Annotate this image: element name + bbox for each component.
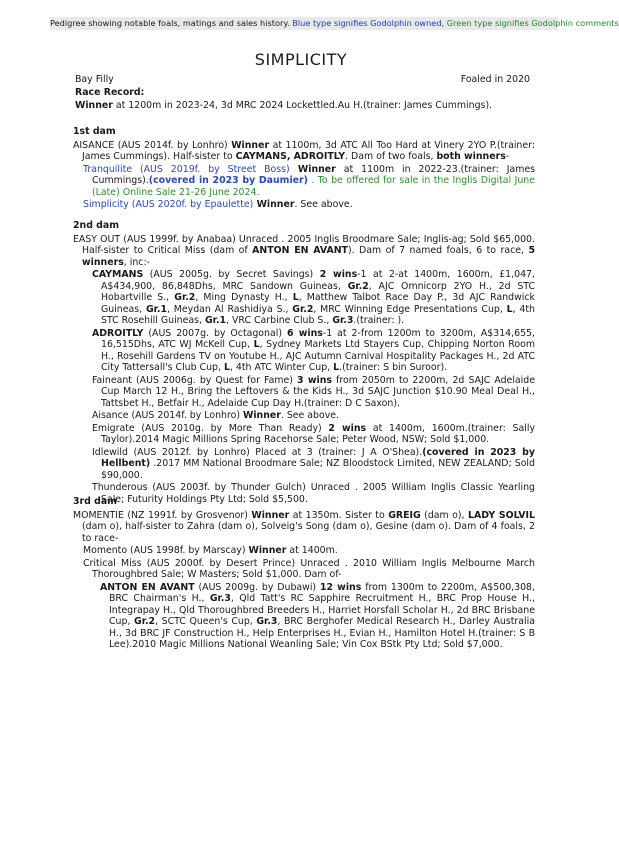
text-run: Winner bbox=[253, 199, 295, 210]
legend-banner bbox=[50, 17, 619, 30]
text-run: at 1100m in 2022-23.(trainer: James Cummings). bbox=[92, 163, 536, 186]
text-run: Winner bbox=[251, 509, 290, 521]
text-run: LADY SOLVIL bbox=[467, 509, 535, 521]
text-run: both winners bbox=[436, 151, 506, 162]
text-run: 5 winners bbox=[82, 245, 535, 268]
text-run: Winner bbox=[231, 139, 270, 151]
dam-entry-momentie bbox=[73, 510, 535, 545]
text-run: -1 at 2-at 1400m, 1600m, £1,047, A$434,900, 86,848Dhs, MRC Sandown Guineas, bbox=[101, 269, 535, 292]
text-run: Gr.2 bbox=[347, 280, 369, 292]
text-run: Critical Miss (AUS 2000f. by Desert Prince) Unraced . 2010 William Inglis Melbourne March Thoroughbred Sale; W Masters; Sold $1,000. Dam of- bbox=[83, 557, 535, 580]
third-dam-section bbox=[73, 496, 535, 651]
text-run: Gr.1 bbox=[204, 315, 227, 326]
text-run: Gr.3 bbox=[332, 315, 354, 326]
foal-entry-faineant bbox=[73, 375, 535, 410]
text-run: 2 wins bbox=[328, 422, 367, 434]
second-dam-heading: 2nd dam bbox=[73, 220, 119, 231]
text-run: .(trainer: ). bbox=[353, 315, 405, 326]
foal-entry-momento bbox=[73, 545, 535, 557]
text-run: 3 wins bbox=[296, 374, 332, 386]
text-run: Gr.2 bbox=[174, 292, 196, 303]
text-run: ANTON EN AVANT bbox=[100, 581, 195, 593]
foal-entry-simplicity bbox=[73, 199, 535, 211]
text-run: .(trainer: S bin Suroor). bbox=[339, 362, 448, 373]
text-run: , AJC Omnicorp 2YO H., 2d STC Hobartville S., bbox=[101, 280, 535, 303]
text-run: . Dam of two foals, bbox=[345, 151, 437, 162]
text-run: at 1400m. bbox=[286, 545, 338, 556]
text-run: from 2050m to 2200m, 2d SAJC Adelaide Cup March 12 H., Bring the Leftovers & the Kids H., 3d SAJC Junction $10.90 Meal Deal H., Tattsbet H., Betfair H., Adelaide Cup Day H.(trainer: D C Saxon). bbox=[101, 374, 535, 409]
text-run: , BRC Berghofer Medical Research H., Darley Australia H., 3d BRC JF Construction H., Help Enterprises H., Evian H., Hamilton Hotel H.(trainer: S B Lee).2010 Magic Millions National Weanling Sale; Vin Cox BStk Pty Ltd; Sold $7,000. bbox=[109, 616, 535, 650]
foaled-year: Foaled in 2020 bbox=[460, 74, 530, 85]
text-run: Gr.2 bbox=[134, 616, 156, 627]
text-run: , Qld Tatt's RC Sapphire Recruitment H., BRC Prop House H., Integrapay H., Qld Thoroughbred Breeders H., Harriet Horsfall Scholar H., 2d BRC Brisbane Cup, bbox=[109, 593, 535, 627]
foal-entry-caymans bbox=[73, 269, 535, 327]
foal-entry-idlewild bbox=[73, 447, 535, 482]
text-run: Aisance (AUS 2014f. by Lonhro) bbox=[92, 410, 243, 421]
text-run: Winner bbox=[248, 545, 287, 556]
third-dam-heading: 3rd dam bbox=[73, 496, 117, 507]
text-run: ANTON EN AVANT bbox=[252, 245, 348, 256]
text-run: , VRC Carbine Club S., bbox=[226, 315, 333, 326]
text-run: (dam o), half-sister to Zahra (dam o), Solveig's Song (dam o), Gesine (dam o). Dam of 4 foals, 2 to race- bbox=[82, 521, 535, 544]
text-run: (AUS 1999f. by Anabaa) Unraced . 2005 Inglis Broodmare Sale; Inglis-ag; Sold $65,000. Half-sister to Critical Miss (dam of bbox=[82, 233, 535, 256]
text-run: Gr.3 bbox=[256, 616, 278, 627]
text-run: from 1300m to 2200m, A$500,308, BRC Chairman's H., bbox=[109, 581, 536, 604]
second-dam-section bbox=[73, 220, 535, 505]
text-run: Gr.1 bbox=[145, 303, 168, 315]
text-run: at 1400m, 1600m.(trainer: Sally Taylor).2014 Magic Millions Spring Racehorse Sale; Peter Wood, NSW; Sold $1,000. bbox=[101, 422, 535, 445]
text-run: CAYMANS, ADROITLY bbox=[235, 151, 346, 162]
text-run: at 1350m. Sister to bbox=[289, 509, 389, 521]
text-run: CAYMANS bbox=[92, 269, 144, 280]
text-run: Thunderous (AUS 2003f. by Thunder Gulch) Unraced . 2005 William Inglis Classic Yearling Sale; Futurity Holdings Pty Ltd; Sold $5,500. bbox=[92, 482, 535, 505]
text-run: at 1200m in 2023-24, 3d MRC 2024 Lockettled.Au H.(trainer: James Cummings). bbox=[112, 100, 493, 111]
text-run: (covered in 2023 by Daumier) bbox=[148, 175, 308, 186]
text-run: L bbox=[223, 362, 230, 373]
text-run: .2017 MM National Broodmare Sale; NZ Bloodstock Limited, NEW ZEALAND; Sold $90,000. bbox=[101, 458, 535, 481]
text-run: GREIG bbox=[388, 509, 421, 521]
text-run: , SCTC Queen's Cup, bbox=[155, 616, 257, 627]
text-run: (AUS 2005g. by Secret Savings) bbox=[143, 269, 320, 280]
text-run: ADROITLY bbox=[92, 327, 144, 339]
foal-entry-adroitly bbox=[73, 328, 535, 374]
text-run: . To be offered for sale in the Inglis Digital June (Late) Online Sale 21-26 June 2024. bbox=[92, 175, 535, 198]
text-run: Simplicity (AUS 2020f. by Epaulette) bbox=[83, 199, 254, 210]
text-run: (AUS 2009g. by Dubawi) bbox=[194, 581, 320, 593]
text-run: Winner bbox=[242, 410, 281, 421]
race-record-summary bbox=[75, 100, 492, 112]
horse-name-title: SIMPLICITY bbox=[254, 50, 348, 69]
text-run: -1 at 2-from 1200m to 3200m, A$314,655, 16,515Dhs, ATC WJ McKell Cup, bbox=[101, 327, 535, 350]
text-run: L bbox=[333, 362, 340, 373]
text-run: EASY OUT bbox=[73, 233, 121, 245]
text-run: . See above. bbox=[294, 199, 353, 210]
text-run: MOMENTIE (NZ 1991f. by Grosvenor) bbox=[73, 509, 252, 521]
text-run: , inc:- bbox=[123, 256, 150, 268]
text-run: (covered in 2023 by Hellbent) bbox=[101, 446, 535, 469]
text-run: . See above. bbox=[280, 410, 340, 421]
text-run: Faineant (AUS 2006g. by Quest for Fame) bbox=[92, 374, 297, 386]
text-run: L bbox=[292, 292, 299, 303]
text-run: at 1100m, 3d ATC All Too Hard at Vinery 2YO P.(trainer: James Cummings). Half-sister to bbox=[82, 139, 535, 162]
text-run: (AUS 2007g. by Octagonal) bbox=[143, 327, 287, 339]
text-run: Winner bbox=[289, 163, 336, 175]
dam-entry-aisance bbox=[73, 140, 535, 163]
text-run: Gr.2 bbox=[292, 303, 314, 315]
text-run: , 4th STC Rosehill Guineas, bbox=[101, 303, 536, 326]
text-run: Emigrate (AUS 2010g. by More Than Ready) bbox=[92, 422, 329, 434]
text-run: ). Dam of 7 named foals, 6 to race, bbox=[347, 245, 529, 256]
text-run: Momento (AUS 1998f. by Marscay) bbox=[83, 545, 249, 556]
foal-entry-aisance bbox=[73, 410, 535, 422]
dam-entry-easy-out bbox=[73, 234, 535, 269]
legend-blue-text: Blue type signifies Godolphin owned, bbox=[292, 18, 445, 28]
text-run: , Ming Dynasty H., bbox=[195, 292, 293, 303]
text-run: 6 wins bbox=[286, 327, 323, 339]
first-dam-section bbox=[73, 126, 535, 211]
legend-green-text: Green type signifies Godolphin comments bbox=[446, 18, 619, 28]
text-run: L bbox=[506, 303, 513, 315]
text-run: , MRC Winning Edge Presentations Cup, bbox=[313, 303, 507, 315]
race-record-heading: Race Record: bbox=[75, 87, 145, 98]
text-run: , 4th ATC Winter Cup, bbox=[229, 362, 334, 373]
text-run: (dam o), bbox=[420, 509, 468, 521]
text-run: , Sydney Markets Ltd Stayers Cup, Chipping Norton Room H., Rosehill Gardens TV on Youtube H., AJC Autumn Carnival Hospitality Packages H., 2d ATC City Tattersall's Club Cup, bbox=[101, 339, 535, 373]
foal-entry-anton-en-avant bbox=[73, 582, 535, 651]
text-run: Winner bbox=[75, 100, 113, 111]
text-run: Gr.3 bbox=[209, 593, 231, 604]
legend-text: Pedigree showing notable foals, matings and sales history. bbox=[50, 18, 290, 28]
text-run: 2 wins bbox=[319, 269, 358, 280]
text-run: AISANCE bbox=[73, 139, 115, 151]
text-run: (AUS 2014f. by Lonhro) bbox=[114, 139, 232, 151]
text-run: L bbox=[253, 339, 260, 350]
text-run: , Meydan Al Rashidiya S., bbox=[167, 303, 293, 315]
text-run: - bbox=[505, 151, 510, 162]
text-run: Idlewild (AUS 2012f. by Lonhro) Placed at 3 (trainer: J A O'Shea). bbox=[92, 446, 423, 458]
horse-sex: Bay Filly bbox=[75, 74, 114, 85]
foal-entry-tranquilite bbox=[73, 164, 535, 199]
text-run: 12 wins bbox=[319, 581, 362, 593]
foal-entry-critical-miss bbox=[73, 558, 535, 581]
text-run: Tranquilite (AUS 2019f. by Street Boss) bbox=[83, 163, 290, 175]
first-dam-heading: 1st dam bbox=[73, 126, 116, 137]
text-run: , Matthew Talbot Race Day P., 3d AJC Randwick Guineas, bbox=[101, 292, 535, 315]
foal-entry-emigrate bbox=[73, 423, 535, 446]
